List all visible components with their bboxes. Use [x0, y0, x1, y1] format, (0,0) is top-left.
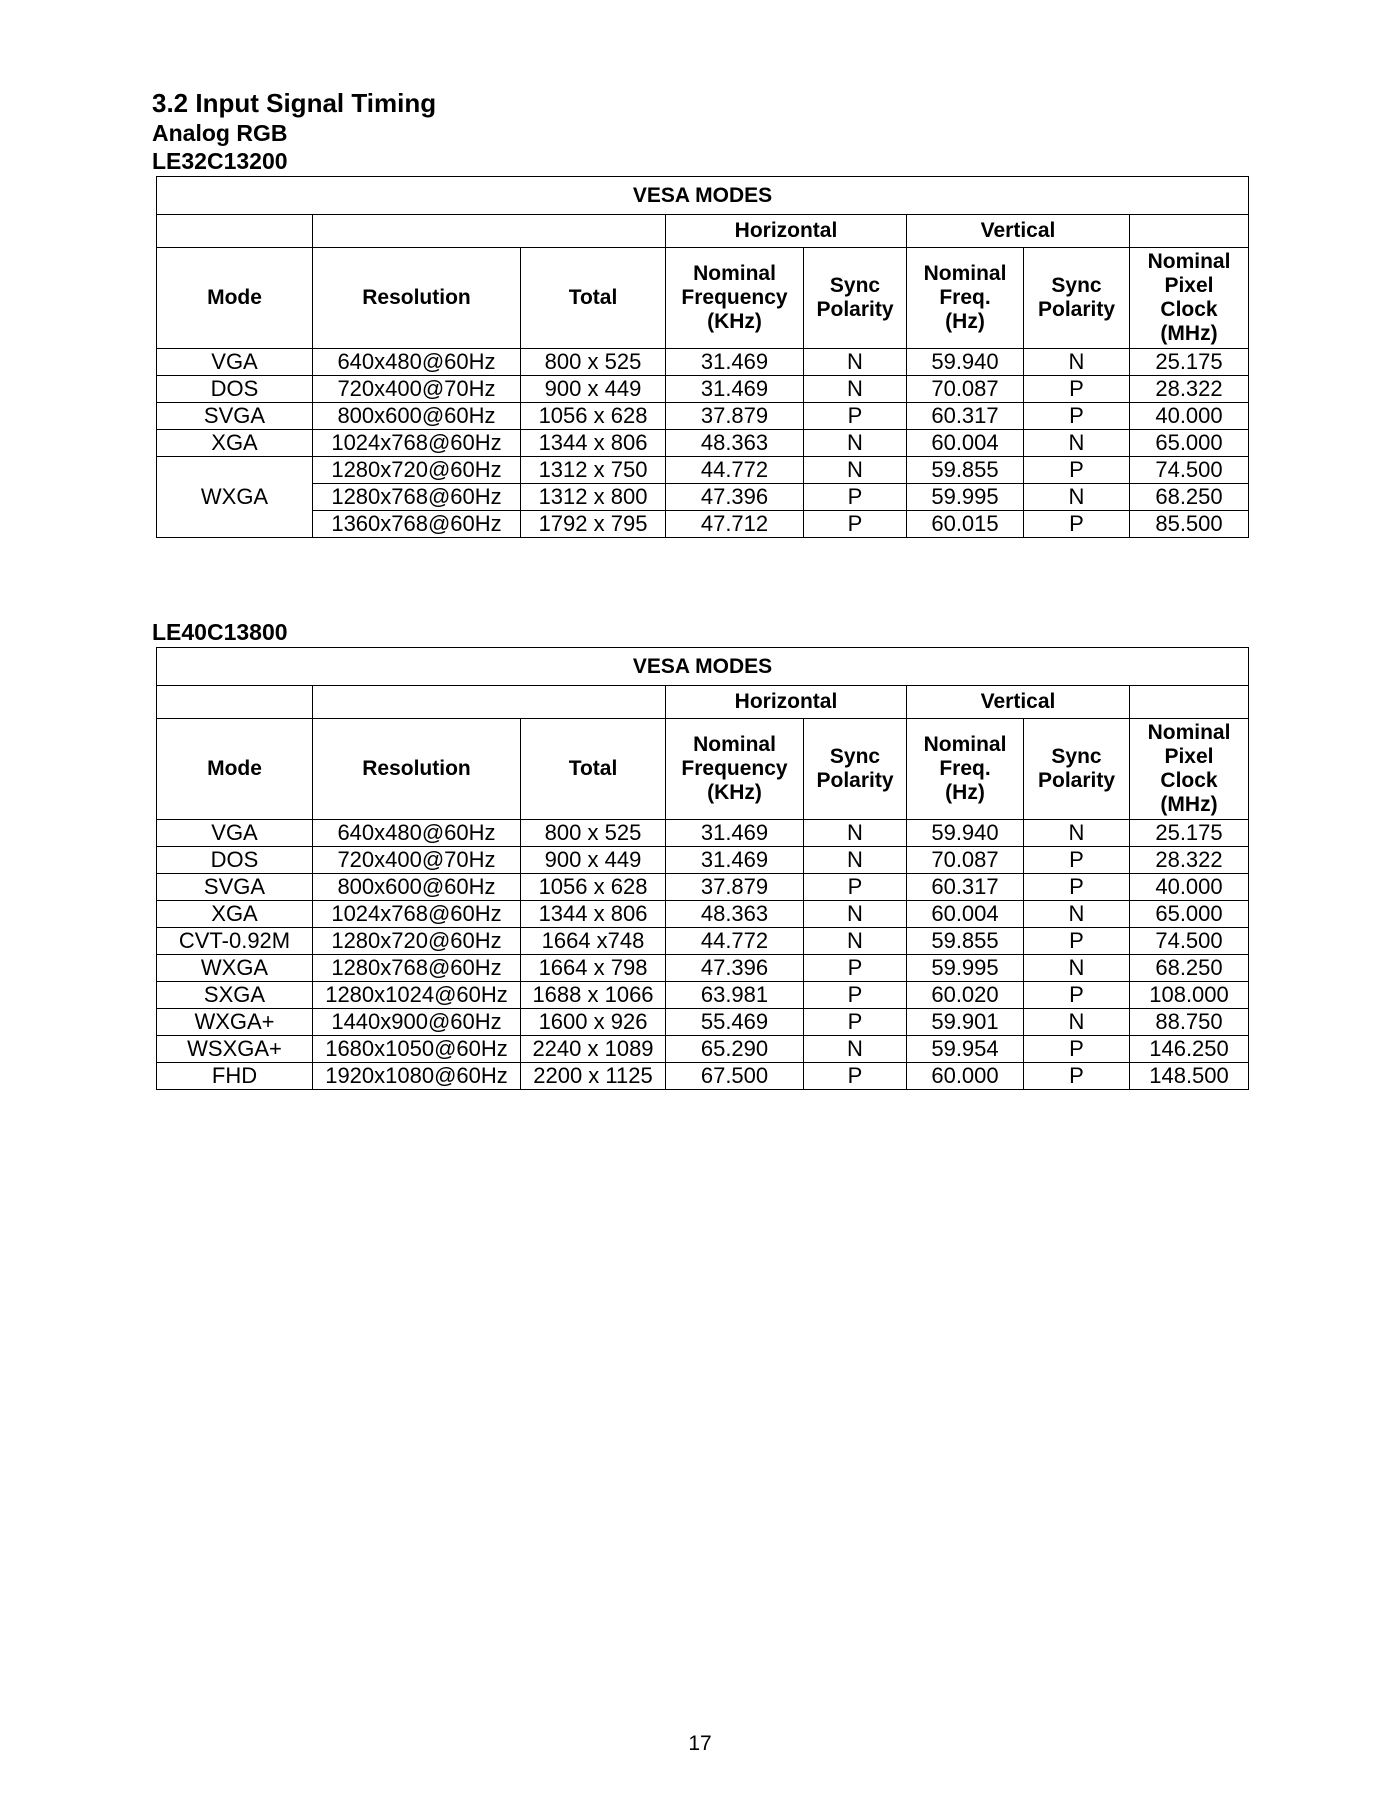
cell-resolution: 1360x768@60Hz [313, 511, 521, 538]
cell-resolution: 1680x1050@60Hz [313, 1036, 521, 1063]
cell-resolution: 720x400@70Hz [313, 376, 521, 403]
cell-resolution: 1280x768@60Hz [313, 955, 521, 982]
cell-h-freq: 48.363 [666, 430, 804, 457]
cell-h-sync: N [804, 349, 907, 376]
header-line: Pixel [1164, 745, 1214, 768]
cell-h-freq: 65.290 [666, 1036, 804, 1063]
table-row [157, 457, 1249, 484]
column-header-mode: Mode [157, 719, 313, 820]
cell-v-freq: 60.004 [907, 901, 1024, 928]
column-header-v-sync [1024, 719, 1130, 820]
column-header-mode: Mode [157, 248, 313, 349]
cell-mode: XGA [157, 430, 313, 457]
cell-pixel-clock: 65.000 [1130, 901, 1249, 928]
cell-h-freq: 31.469 [666, 847, 804, 874]
table-row [157, 403, 1249, 430]
cell-h-sync: N [804, 1036, 907, 1063]
cell-v-freq: 70.087 [907, 847, 1024, 874]
cell-v-sync: P [1024, 847, 1130, 874]
vesa-modes-table-1 [156, 176, 1249, 538]
cell-v-freq: 60.317 [907, 403, 1024, 430]
cell-h-freq: 37.879 [666, 874, 804, 901]
cell-h-sync: N [804, 430, 907, 457]
cell-h-freq: 67.500 [666, 1063, 804, 1090]
cell-v-sync: N [1024, 901, 1130, 928]
cell-pixel-clock: 148.500 [1130, 1063, 1249, 1090]
header-line: Nominal [693, 262, 776, 285]
cell-h-freq: 47.712 [666, 511, 804, 538]
cell-v-freq: 59.940 [907, 349, 1024, 376]
cell-h-freq: 37.879 [666, 403, 804, 430]
cell-resolution: 800x600@60Hz [313, 874, 521, 901]
column-header-pixel-clock [1130, 719, 1249, 820]
cell-h-sync: P [804, 1009, 907, 1036]
cell-v-sync: P [1024, 928, 1130, 955]
cell-v-sync: N [1024, 1009, 1130, 1036]
cell-v-sync: P [1024, 403, 1130, 430]
column-header-h-freq [666, 719, 804, 820]
cell-h-sync: N [804, 820, 907, 847]
group-header-empty [313, 686, 666, 719]
cell-v-sync: P [1024, 982, 1130, 1009]
column-header-total: Total [521, 248, 666, 349]
cell-h-sync: P [804, 403, 907, 430]
header-line: Frequency [681, 757, 788, 780]
header-line: (Hz) [945, 310, 985, 333]
cell-resolution: 1280x768@60Hz [313, 484, 521, 511]
cell-total: 1600 x 926 [521, 1009, 666, 1036]
cell-mode: VGA [157, 349, 313, 376]
cell-mode: WSXGA+ [157, 1036, 313, 1063]
header-line: Pixel [1164, 274, 1214, 297]
header-line: (KHz) [707, 310, 762, 333]
cell-v-freq: 59.855 [907, 457, 1024, 484]
cell-h-freq: 47.396 [666, 484, 804, 511]
cell-mode: XGA [157, 901, 313, 928]
cell-h-freq: 44.772 [666, 457, 804, 484]
header-line: Nominal [1147, 721, 1231, 744]
cell-pixel-clock: 74.500 [1130, 928, 1249, 955]
cell-h-freq: 47.396 [666, 955, 804, 982]
header-line: Nominal [923, 262, 1007, 285]
cell-v-sync: N [1024, 955, 1130, 982]
group-header-empty [1130, 686, 1249, 719]
cell-v-sync: P [1024, 376, 1130, 403]
cell-mode: WXGA [157, 955, 313, 982]
header-line: (Hz) [945, 781, 985, 804]
cell-pixel-clock: 65.000 [1130, 430, 1249, 457]
cell-v-freq: 60.004 [907, 430, 1024, 457]
vesa-modes-table-2 [156, 647, 1249, 1090]
cell-mode: VGA [157, 820, 313, 847]
cell-h-freq: 31.469 [666, 820, 804, 847]
table-row [157, 928, 1249, 955]
header-line: Freq. [939, 286, 991, 309]
header-line: Sync [1051, 745, 1102, 768]
table-row [157, 511, 1249, 538]
cell-h-sync: P [804, 1063, 907, 1090]
header-line: Sync [829, 274, 881, 297]
cell-mode: DOS [157, 847, 313, 874]
cell-pixel-clock: 40.000 [1130, 403, 1249, 430]
cell-mode: DOS [157, 376, 313, 403]
cell-v-sync: P [1024, 1036, 1130, 1063]
table-title: VESA MODES [157, 648, 1249, 686]
cell-h-sync: P [804, 484, 907, 511]
cell-total: 1344 x 806 [521, 430, 666, 457]
table-row [157, 349, 1249, 376]
cell-total: 1792 x 795 [521, 511, 666, 538]
cell-v-sync: N [1024, 820, 1130, 847]
cell-resolution: 1920x1080@60Hz [313, 1063, 521, 1090]
cell-v-freq: 60.000 [907, 1063, 1024, 1090]
header-line: Polarity [816, 769, 894, 792]
column-header-h-sync [804, 248, 907, 349]
cell-total: 1056 x 628 [521, 874, 666, 901]
cell-resolution: 640x480@60Hz [313, 349, 521, 376]
cell-v-freq: 59.995 [907, 484, 1024, 511]
cell-v-sync: P [1024, 1063, 1130, 1090]
cell-total: 1664 x748 [521, 928, 666, 955]
header-line: Sync [829, 745, 881, 768]
cell-h-sync: P [804, 874, 907, 901]
header-line: Nominal [1147, 250, 1231, 273]
cell-h-freq: 48.363 [666, 901, 804, 928]
cell-resolution: 1280x720@60Hz [313, 928, 521, 955]
cell-v-freq: 59.995 [907, 955, 1024, 982]
cell-pixel-clock: 85.500 [1130, 511, 1249, 538]
header-line: (MHz) [1160, 793, 1218, 816]
column-header-h-sync [804, 719, 907, 820]
cell-mode: CVT-0.92M [157, 928, 313, 955]
table-row [157, 1063, 1249, 1090]
cell-resolution: 1024x768@60Hz [313, 430, 521, 457]
group-header-empty [313, 215, 666, 248]
table-row [157, 982, 1249, 1009]
cell-h-sync: N [804, 376, 907, 403]
cell-pixel-clock: 28.322 [1130, 847, 1249, 874]
cell-v-freq: 59.901 [907, 1009, 1024, 1036]
cell-h-freq: 55.469 [666, 1009, 804, 1036]
cell-h-freq: 31.469 [666, 376, 804, 403]
header-line: Nominal [693, 733, 776, 756]
header-line: Polarity [1037, 298, 1116, 321]
cell-resolution: 800x600@60Hz [313, 403, 521, 430]
cell-v-freq: 59.855 [907, 928, 1024, 955]
cell-mode: WXGA [157, 457, 313, 538]
cell-h-sync: N [804, 928, 907, 955]
group-header-empty [157, 215, 313, 248]
cell-pixel-clock: 68.250 [1130, 955, 1249, 982]
cell-pixel-clock: 88.750 [1130, 1009, 1249, 1036]
cell-total: 1664 x 798 [521, 955, 666, 982]
page-number: 17 [688, 1732, 712, 1755]
column-header-v-freq [907, 719, 1024, 820]
cell-h-sync: P [804, 982, 907, 1009]
cell-total: 2200 x 1125 [521, 1063, 666, 1090]
cell-v-freq: 59.940 [907, 820, 1024, 847]
cell-h-sync: P [804, 511, 907, 538]
cell-resolution: 1440x900@60Hz [313, 1009, 521, 1036]
header-line: Frequency [681, 286, 788, 309]
cell-mode: WXGA+ [157, 1009, 313, 1036]
group-header-vertical: Vertical [907, 686, 1130, 719]
cell-v-freq: 60.317 [907, 874, 1024, 901]
cell-pixel-clock: 146.250 [1130, 1036, 1249, 1063]
column-header-resolution: Resolution [313, 719, 521, 820]
cell-total: 1056 x 628 [521, 403, 666, 430]
header-line: (MHz) [1160, 322, 1218, 345]
header-line: Clock [1160, 298, 1218, 321]
cell-v-freq: 60.015 [907, 511, 1024, 538]
group-header-vertical: Vertical [907, 215, 1130, 248]
cell-v-sync: N [1024, 430, 1130, 457]
table-row [157, 1036, 1249, 1063]
cell-resolution: 1024x768@60Hz [313, 901, 521, 928]
cell-pixel-clock: 28.322 [1130, 376, 1249, 403]
header-line: Polarity [1037, 769, 1116, 792]
model-label-1: LE32C13200 [152, 148, 288, 174]
cell-pixel-clock: 68.250 [1130, 484, 1249, 511]
group-header-empty [157, 686, 313, 719]
table-row [157, 847, 1249, 874]
cell-v-sync: P [1024, 874, 1130, 901]
cell-v-sync: N [1024, 484, 1130, 511]
column-header-h-freq [666, 248, 804, 349]
cell-total: 2240 x 1089 [521, 1036, 666, 1063]
group-header-horizontal: Horizontal [666, 686, 907, 719]
cell-h-sync: N [804, 901, 907, 928]
cell-h-freq: 44.772 [666, 928, 804, 955]
cell-v-freq: 70.087 [907, 376, 1024, 403]
cell-total: 900 x 449 [521, 376, 666, 403]
cell-pixel-clock: 25.175 [1130, 349, 1249, 376]
header-line: Sync [1051, 274, 1102, 297]
table-row [157, 874, 1249, 901]
cell-total: 900 x 449 [521, 847, 666, 874]
cell-v-sync: P [1024, 511, 1130, 538]
table-title: VESA MODES [157, 177, 1249, 215]
column-header-v-sync [1024, 248, 1130, 349]
cell-mode: SVGA [157, 403, 313, 430]
cell-h-freq: 63.981 [666, 982, 804, 1009]
table-row [157, 955, 1249, 982]
cell-v-freq: 59.954 [907, 1036, 1024, 1063]
table-row [157, 820, 1249, 847]
column-header-v-freq [907, 248, 1024, 349]
group-header-empty [1130, 215, 1249, 248]
cell-total: 1688 x 1066 [521, 982, 666, 1009]
cell-v-sync: N [1024, 349, 1130, 376]
header-line: (KHz) [707, 781, 762, 804]
cell-resolution: 1280x1024@60Hz [313, 982, 521, 1009]
cell-v-sync: P [1024, 457, 1130, 484]
table-row [157, 484, 1249, 511]
cell-total: 1344 x 806 [521, 901, 666, 928]
table-row [157, 430, 1249, 457]
cell-resolution: 720x400@70Hz [313, 847, 521, 874]
column-header-resolution: Resolution [313, 248, 521, 349]
table-row [157, 1009, 1249, 1036]
cell-h-sync: N [804, 847, 907, 874]
header-line: Freq. [939, 757, 991, 780]
cell-total: 800 x 525 [521, 820, 666, 847]
column-header-total: Total [521, 719, 666, 820]
cell-total: 1312 x 800 [521, 484, 666, 511]
cell-v-freq: 60.020 [907, 982, 1024, 1009]
cell-pixel-clock: 74.500 [1130, 457, 1249, 484]
cell-h-freq: 31.469 [666, 349, 804, 376]
table-row [157, 376, 1249, 403]
section-subtitle: Analog RGB [152, 120, 288, 146]
table-row [157, 901, 1249, 928]
cell-resolution: 640x480@60Hz [313, 820, 521, 847]
cell-total: 800 x 525 [521, 349, 666, 376]
model-label-2: LE40C13800 [152, 619, 288, 645]
cell-h-sync: N [804, 457, 907, 484]
cell-resolution: 1280x720@60Hz [313, 457, 521, 484]
cell-mode: SVGA [157, 874, 313, 901]
cell-h-sync: P [804, 955, 907, 982]
column-header-pixel-clock [1130, 248, 1249, 349]
page-title: 3.2 Input Signal Timing [152, 88, 437, 118]
cell-pixel-clock: 108.000 [1130, 982, 1249, 1009]
cell-total: 1312 x 750 [521, 457, 666, 484]
cell-mode: SXGA [157, 982, 313, 1009]
cell-pixel-clock: 25.175 [1130, 820, 1249, 847]
cell-mode: FHD [157, 1063, 313, 1090]
cell-pixel-clock: 40.000 [1130, 874, 1249, 901]
header-line: Nominal [923, 733, 1007, 756]
header-line: Polarity [816, 298, 894, 321]
group-header-horizontal: Horizontal [666, 215, 907, 248]
header-line: Clock [1160, 769, 1218, 792]
